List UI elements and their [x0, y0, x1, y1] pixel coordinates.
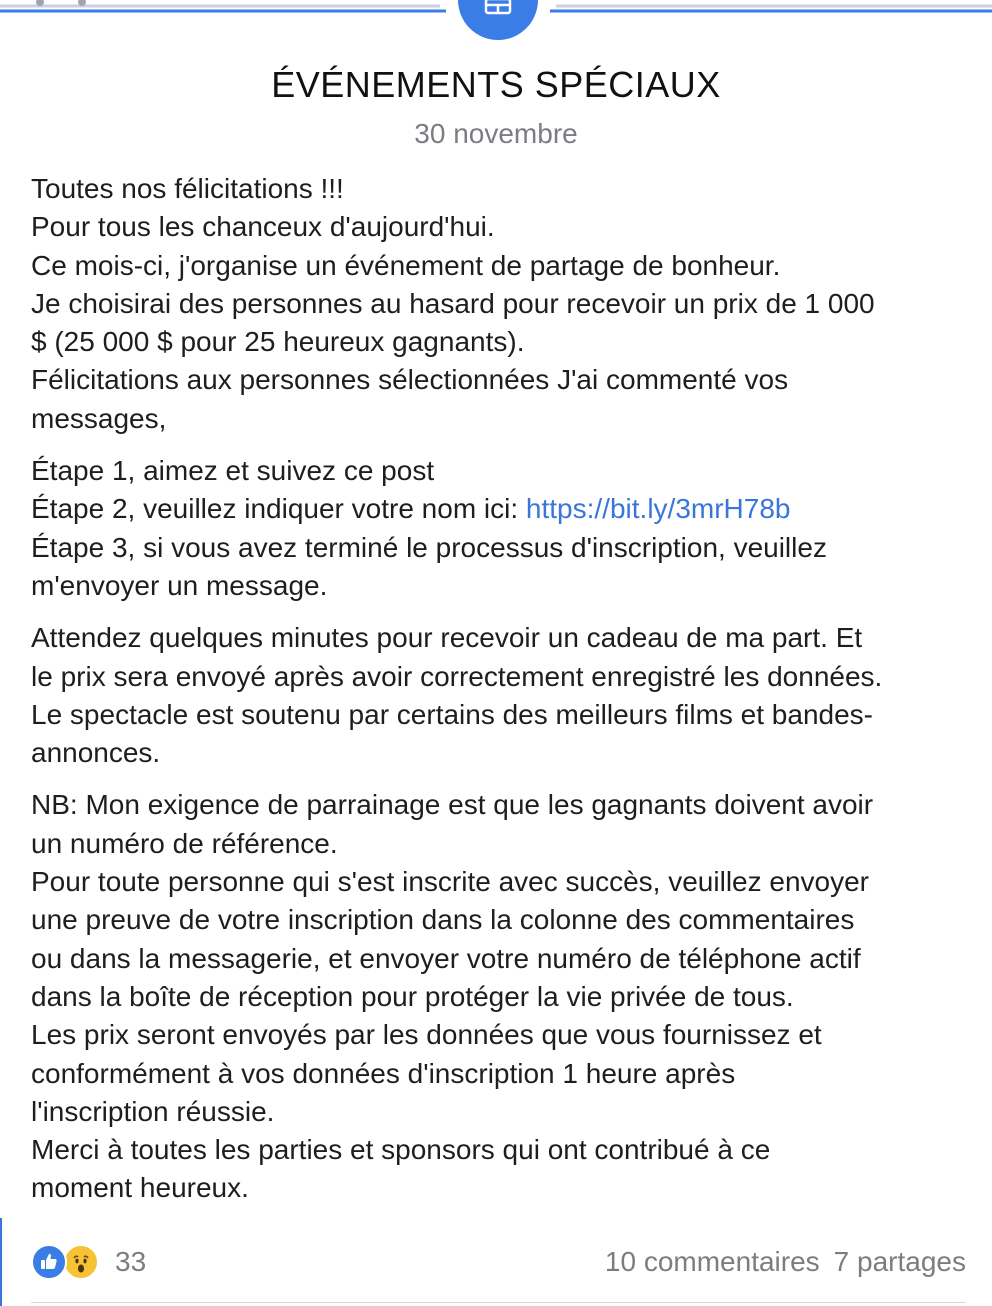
post-footer: [31, 1238, 966, 1286]
post-body: [31, 170, 966, 1208]
post-line: Le spectacle est soutenu par certains des meilleurs films et bandes-: [31, 698, 873, 730]
post-line: ou dans la messagerie, et envoyer votre numéro de téléphone actif: [31, 942, 861, 974]
wow-icon: [63, 1244, 99, 1280]
reactions-summary[interactable]: [31, 1244, 146, 1280]
post-line: Les prix seront envoyés par les données que vous fournissez et: [31, 1019, 822, 1051]
post-line: Je choisirai des personnes au hasard pour recevoir un prix de 1 000: [31, 287, 875, 319]
post-line: Étape 3, si vous avez terminé le processus d'inscription, veuillez: [31, 531, 827, 563]
post-line: [31, 490, 966, 528]
event-date: 30 novembre: [414, 118, 578, 149]
post-paragraph: [31, 170, 966, 438]
post-line: moment heureux.: [31, 1172, 249, 1204]
post-line: Félicitations aux personnes sélectionnées J'ai commenté vos: [31, 364, 789, 396]
post-line: $ (25 000 $ pour 25 heureux gagnants).: [31, 326, 525, 358]
post-line: annonces.: [31, 737, 161, 769]
post-paragraph: [31, 452, 966, 605]
post-line: Pour toute personne qui s'est inscrite avec succès, veuillez envoyer: [31, 866, 870, 898]
post-paragraph: [31, 619, 966, 772]
thread-indicator: [0, 1218, 2, 1306]
post-line: une preuve de votre inscription dans la colonne des commentaires: [31, 904, 855, 936]
reaction-count: 33: [115, 1246, 147, 1277]
post-line: messages,: [31, 402, 167, 434]
post-line: NB: Mon exigence de parrainage est que les gagnants doivent avoir: [31, 789, 874, 821]
post-line: Merci à toutes les parties et sponsors qui ont contribué à ce: [31, 1134, 771, 1166]
step-2-text: Étape 2, veuillez indiquer votre nom ici:: [31, 493, 526, 525]
post-line: l'inscription réussie.: [31, 1095, 275, 1127]
post-line: dans la boîte de réception pour protéger la vie privée de tous.: [31, 980, 794, 1012]
post-line: Étape 1, aimez et suivez ce post: [31, 455, 435, 487]
post-line: Toutes nos félicitations !!!: [31, 173, 344, 204]
shares-count[interactable]: 7 partages: [833, 1246, 966, 1277]
calendar-icon: [483, 0, 513, 22]
post-line: m'envoyer un message.: [31, 569, 328, 601]
post-line: le prix sera envoyé après avoir correctement enregistré les données.: [31, 660, 883, 692]
post-line: un numéro de référence.: [31, 827, 338, 859]
event-title: ÉVÉNEMENTS SPÉCIAUX: [271, 64, 721, 105]
post-line: Pour tous les chanceux d'aujourd'hui.: [31, 211, 495, 243]
like-icon: [31, 1244, 67, 1280]
post-stats: [605, 1246, 966, 1278]
registration-link[interactable]: https://bit.ly/3mrH78b: [525, 493, 791, 525]
post-line: Ce mois-ci, j'organise un événement de partage de bonheur.: [31, 249, 781, 281]
post-line: Attendez quelques minutes pour recevoir un cadeau de ma part. Et: [31, 622, 863, 654]
comments-count[interactable]: 10 commentaires: [604, 1246, 820, 1277]
divider: [31, 1302, 966, 1303]
post-paragraph: [31, 786, 966, 1207]
post-line: conformément à vos données d'inscription 1 heure après: [31, 1057, 736, 1089]
